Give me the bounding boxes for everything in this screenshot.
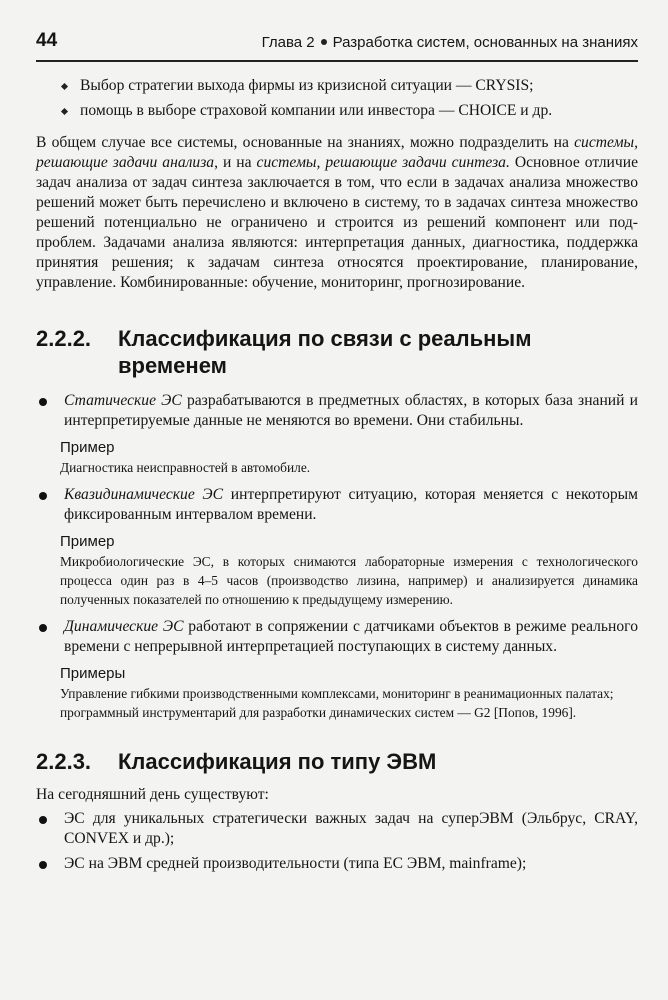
example-label: Пример: [60, 533, 115, 550]
section-title: Классификация по типу ЭВМ: [118, 749, 437, 774]
page-number: 44: [36, 30, 58, 51]
running-header: [36, 26, 638, 62]
running-title-text: Разработка систем, основанных на знаниях: [332, 34, 638, 51]
term-analysis: системы, решающие задачи анализа: [36, 134, 638, 171]
item-text: работают в сопряжении с датчиками объектов в режиме реального времени с непрерывной интерпретацией поступающих в систему данных.: [64, 618, 638, 655]
paragraph-text: , и на: [214, 154, 257, 171]
section-title-line1: Классификация по связи с реальным: [118, 326, 532, 351]
list-item: ЭС для уникальных стратегически важных задач на суперЭВМ (Эльбрус, CRAY, CONVEX и др.);: [36, 809, 638, 849]
term-quasidynamic-es: Квазидинамические ЭС: [64, 486, 224, 503]
list-item: помощь в выборе страховой компании или инвестора — CHOICE и др.: [36, 101, 638, 121]
section-number: 2.2.3.: [36, 749, 92, 774]
computer-type-list: [36, 809, 638, 874]
list-item: [36, 391, 638, 431]
running-title-chapter: Глава 2: [261, 34, 315, 51]
example-label: Примеры: [60, 665, 126, 682]
term-synthesis: системы, решающие задачи синтеза.: [256, 154, 510, 171]
item-text: разрабатываются в предметных областях, в которых база знаний и интерпретируемые данные не меняются во времени. Они стабильны.: [64, 392, 638, 429]
section-number: 2.2.2.: [36, 326, 92, 351]
term-static-es: Статические ЭС: [64, 392, 182, 409]
example-text: Управление гибкими производственными комплексами, мониторинг в реанимационных палатах;: [60, 686, 614, 701]
section-title-line2: временем: [118, 353, 227, 378]
page-body: [36, 76, 638, 874]
example-text: Микробиологические ЭС, в которых снимаются лабораторные измерения с технологического процесса один раз в 4–5 часов (производство лизина, например) и анализируется динамика полученных показателей по отношению к предыдущему измерению.: [60, 554, 638, 607]
list-item: [36, 485, 638, 525]
analysis-synthesis-paragraph: [36, 133, 638, 293]
item-text: интерпретируют ситуацию, которая меняется с некоторым фиксированным интервалом времени.: [64, 486, 639, 523]
section-heading-computer-type: [36, 748, 638, 775]
realtime-list: [36, 617, 638, 657]
paragraph-text: Основное отличие задач анализа от задач синтеза заключается в том, что если в задачах анализа множество решений может быть перечислено и включено в систему, то в задачах синтеза множество решений потенциально не ограничено и строится из решений компонент или под-проблем. Задачами анализа являются: интерпретация данных, диагностика, поддержка принятия решения; к задачам синтеза относятся проектирование, планирование, управление. Комбинированные: обучение, мониторинг, прогнозирование.: [36, 154, 638, 291]
paragraph-text: В общем случае все системы, основанные на знаниях, можно подразделить на: [36, 134, 575, 151]
section-intro: На сегодняшний день существуют:: [36, 786, 269, 803]
list-item: Выбор стратегии выхода фирмы из кризисной ситуации — CRYSIS;: [36, 76, 638, 96]
bullet-separator-icon: [321, 39, 327, 45]
example-text: программный инструментарий для разработки динамических систем — G2 [Попов, 1996].: [60, 705, 577, 720]
list-item: [36, 617, 638, 657]
example-text: Диагностика неисправностей в автомобиле.: [60, 460, 311, 475]
list-item: ЭС на ЭВМ средней производительности (типа ЕС ЭВМ, mainframe);: [36, 854, 638, 874]
running-title: [262, 34, 638, 51]
term-dynamic-es: Динамические ЭС: [64, 618, 184, 635]
section-heading-realtime: [36, 325, 638, 379]
example-label: Пример: [60, 439, 115, 456]
top-bullet-list: [36, 76, 638, 121]
realtime-list: [36, 391, 638, 431]
realtime-list: [36, 485, 638, 525]
